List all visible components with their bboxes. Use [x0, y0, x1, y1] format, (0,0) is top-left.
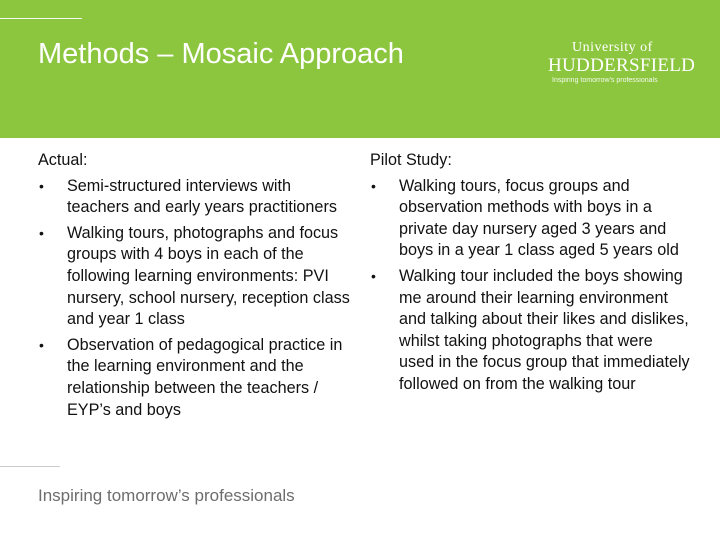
actual-column	[38, 150, 350, 425]
pilot-study-list	[370, 176, 690, 396]
list-item-text: Walking tours, focus groups and observation methods with boys in a private day nursery aged 3 years and boys in a year 1 class aged 5 years old	[399, 176, 679, 260]
logo-tagline: Inspiring tomorrow's professionals	[552, 77, 658, 84]
list-item	[38, 223, 350, 331]
list-item	[370, 176, 690, 262]
bullet-icon: •	[39, 177, 44, 194]
footer-rule	[0, 466, 60, 467]
title-banner	[0, 0, 720, 138]
banner-rule	[0, 18, 82, 19]
list-item	[370, 266, 690, 396]
actual-heading: Actual:	[38, 151, 88, 169]
list-item-text: Walking tour included the boys showing me around their learning environment and talking about their likes and dislikes, whilst taking photographs that were used in the focus group that immediately followed on from the walking tour	[399, 266, 690, 393]
bullet-icon: •	[39, 224, 44, 241]
list-item	[38, 335, 350, 421]
bullet-icon: •	[371, 267, 376, 284]
list-item-text: Semi-structured interviews with teachers and early years practitioners	[67, 176, 337, 217]
logo-line-huddersfield: HUDDERSFIELD	[548, 55, 696, 76]
actual-list	[38, 176, 350, 422]
pilot-study-column	[370, 150, 690, 400]
list-item-text: Observation of pedagogical practice in the learning environment and the relationship between the teachers / EYP’s and boys	[67, 335, 343, 419]
logo-line-university-of: University of	[572, 40, 653, 55]
list-item	[38, 176, 350, 219]
footer-tagline: Inspiring tomorrow’s professionals	[38, 486, 295, 505]
pilot-study-heading: Pilot Study:	[370, 151, 452, 169]
slide-title: Methods – Mosaic Approach	[38, 38, 404, 70]
university-logo	[548, 40, 696, 84]
bullet-icon: •	[39, 336, 44, 353]
bullet-icon: •	[371, 177, 376, 194]
list-item-text: Walking tours, photographs and focus groups with 4 boys in each of the following learning environments: PVI nursery, school nursery, reception class and year 1 class	[67, 223, 350, 329]
